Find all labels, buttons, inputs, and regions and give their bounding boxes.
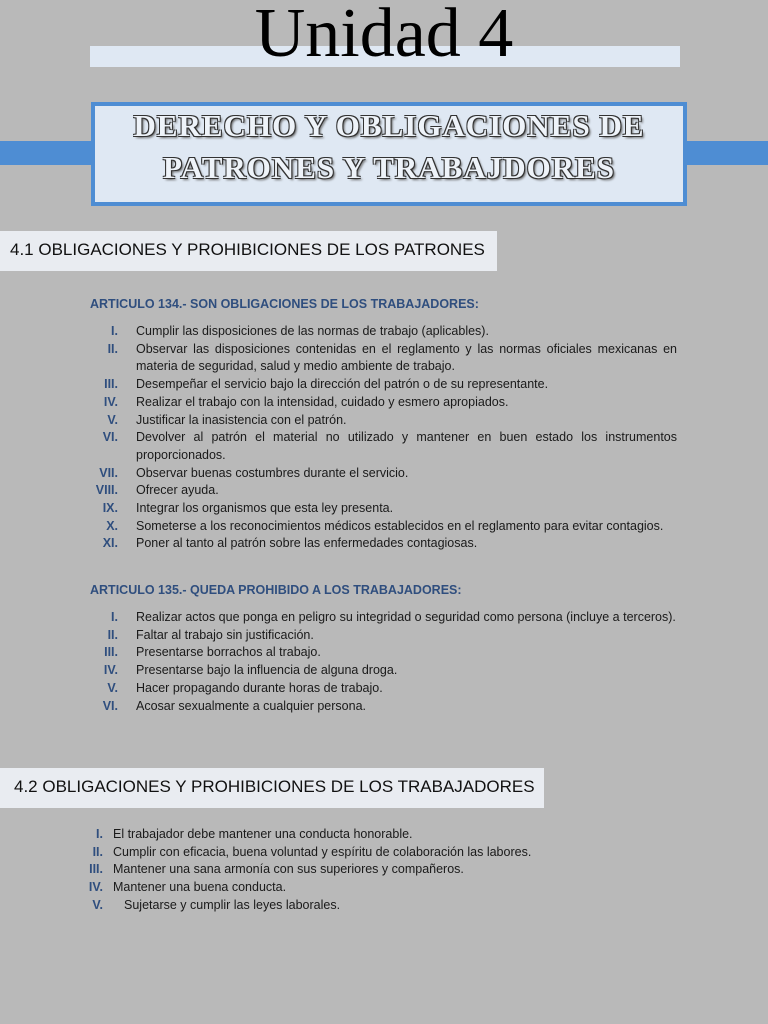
- list-item-text: Observar las disposiciones contenidas en el reglamento y las normas oficiales mexicanas en materia de seguridad, salud y medio ambiente de trabajo.: [136, 341, 677, 374]
- list-item-number: IX.: [102, 501, 118, 516]
- page-title: Unidad 4: [254, 0, 514, 72]
- list-item-number: VI.: [102, 698, 118, 713]
- list-item-number: V.: [92, 897, 103, 912]
- list-item: [104, 376, 677, 394]
- list-item-text: Mantener una sana armonía con sus superiores y compañeros.: [113, 862, 464, 877]
- article-134-list: [95, 323, 677, 553]
- list-item-text: Someterse a los reconocimientos médicos establecidos en el reglamento para evitar contagios.: [136, 518, 664, 533]
- list-item-text: Faltar al trabajo sin justificación.: [136, 627, 314, 642]
- list-item: [107, 627, 677, 645]
- banner-line-2: PATRONES Y TRABAJDORES: [162, 150, 616, 185]
- section-heading-4-2: 4.2 OBLIGACIONES Y PROHIBICIONES DE LOS TRABAJADORES: [0, 768, 544, 808]
- list-item: [103, 662, 677, 680]
- list-item: [102, 500, 677, 518]
- list-item-text: Realizar el trabajo con la intensidad, cuidado y esmero apropiados.: [136, 394, 509, 409]
- list-item-text: Sujetarse y cumplir las leyes laborales.: [124, 897, 341, 912]
- list-item-number: VIII.: [95, 483, 118, 498]
- list-item: [106, 518, 677, 536]
- list-item-text: Realizar actos que ponga en peligro su integridad o seguridad como persona (incluye a terceros).: [136, 610, 676, 624]
- banner-line-1: DERECHO Y OBLIGACIONES DE: [133, 108, 645, 143]
- list-item: [107, 341, 677, 376]
- list-item: [102, 535, 677, 553]
- list-item: [102, 429, 677, 464]
- list-item-text: Desempeñar el servicio bajo la dirección del patrón o de su representante.: [136, 377, 549, 392]
- list-item: [111, 323, 677, 341]
- list-item-number: XI.: [102, 536, 118, 551]
- list-item-number: III.: [89, 862, 103, 877]
- list-item: [102, 698, 677, 716]
- list-item-number: III.: [104, 377, 118, 392]
- list-item-text: Presentarse bajo la influencia de alguna droga.: [136, 663, 398, 678]
- list-item: [88, 879, 673, 897]
- list-item: [96, 826, 673, 844]
- list-item: [107, 680, 677, 698]
- list-item-number: II.: [107, 341, 118, 356]
- list-item-number: V.: [107, 680, 118, 695]
- list-item: [107, 412, 677, 430]
- list-item-number: III.: [104, 645, 118, 660]
- list-item-text: Cumplir las disposiciones de las normas de trabajo (aplicables).: [136, 324, 489, 338]
- section-4-2-list: [88, 826, 673, 915]
- list-item-number: II.: [92, 844, 103, 859]
- list-item-text: Hacer propagando durante horas de trabajo.: [136, 680, 383, 695]
- article-135-list: [102, 609, 677, 715]
- list-item-text: Presentarse borrachos al trabajo.: [136, 645, 321, 660]
- list-item-text: Poner al tanto al patrón sobre las enfermedades contagiosas.: [136, 536, 478, 551]
- list-item-text: Integrar los organismos que esta ley presenta.: [136, 501, 394, 516]
- list-item-number: VI.: [102, 430, 118, 445]
- title-banner: [91, 102, 687, 206]
- list-item-number: IV.: [103, 394, 118, 409]
- list-item-text: Justificar la inasistencia con el patrón.: [136, 412, 347, 427]
- list-item-number: I.: [111, 324, 118, 338]
- list-item: [99, 465, 677, 483]
- list-item-number: II.: [107, 627, 118, 642]
- list-item-text: Mantener una buena conducta.: [113, 880, 287, 895]
- list-item-text: Acosar sexualmente a cualquier persona.: [136, 698, 366, 713]
- list-item-number: VII.: [99, 465, 118, 480]
- list-item-text: Cumplir con eficacia, buena voluntad y espíritu de colaboración las labores.: [113, 844, 532, 859]
- list-item-number: I.: [96, 827, 103, 841]
- list-item: [89, 861, 673, 879]
- list-item: [111, 609, 677, 627]
- list-item-text: Ofrecer ayuda.: [136, 483, 219, 498]
- section-heading-4-1: 4.1 OBLIGACIONES Y PROHIBICIONES DE LOS PATRONES: [0, 231, 497, 271]
- list-item-number: V.: [107, 412, 118, 427]
- list-item: [92, 844, 673, 862]
- list-item-number: IV.: [103, 663, 118, 678]
- list-item-text: Devolver al patrón el material no utilizado y mantener en buen estado los instrumentos proporcionados.: [136, 430, 677, 462]
- list-item: [92, 897, 673, 915]
- article-135-title: ARTICULO 135.- QUEDA PROHIBIDO A LOS TRABAJADORES:: [90, 583, 462, 597]
- article-134-title: ARTICULO 134.- SON OBLIGACIONES DE LOS TRABAJADORES:: [90, 297, 479, 311]
- list-item: [95, 482, 677, 500]
- list-item-number: I.: [111, 610, 118, 624]
- list-item-number: X.: [106, 518, 118, 533]
- list-item-number: IV.: [88, 880, 103, 895]
- list-item: [103, 394, 677, 412]
- list-item-text: El trabajador debe mantener una conducta honorable.: [113, 827, 413, 841]
- list-item-text: Observar buenas costumbres durante el servicio.: [136, 465, 409, 480]
- list-item: [104, 644, 677, 662]
